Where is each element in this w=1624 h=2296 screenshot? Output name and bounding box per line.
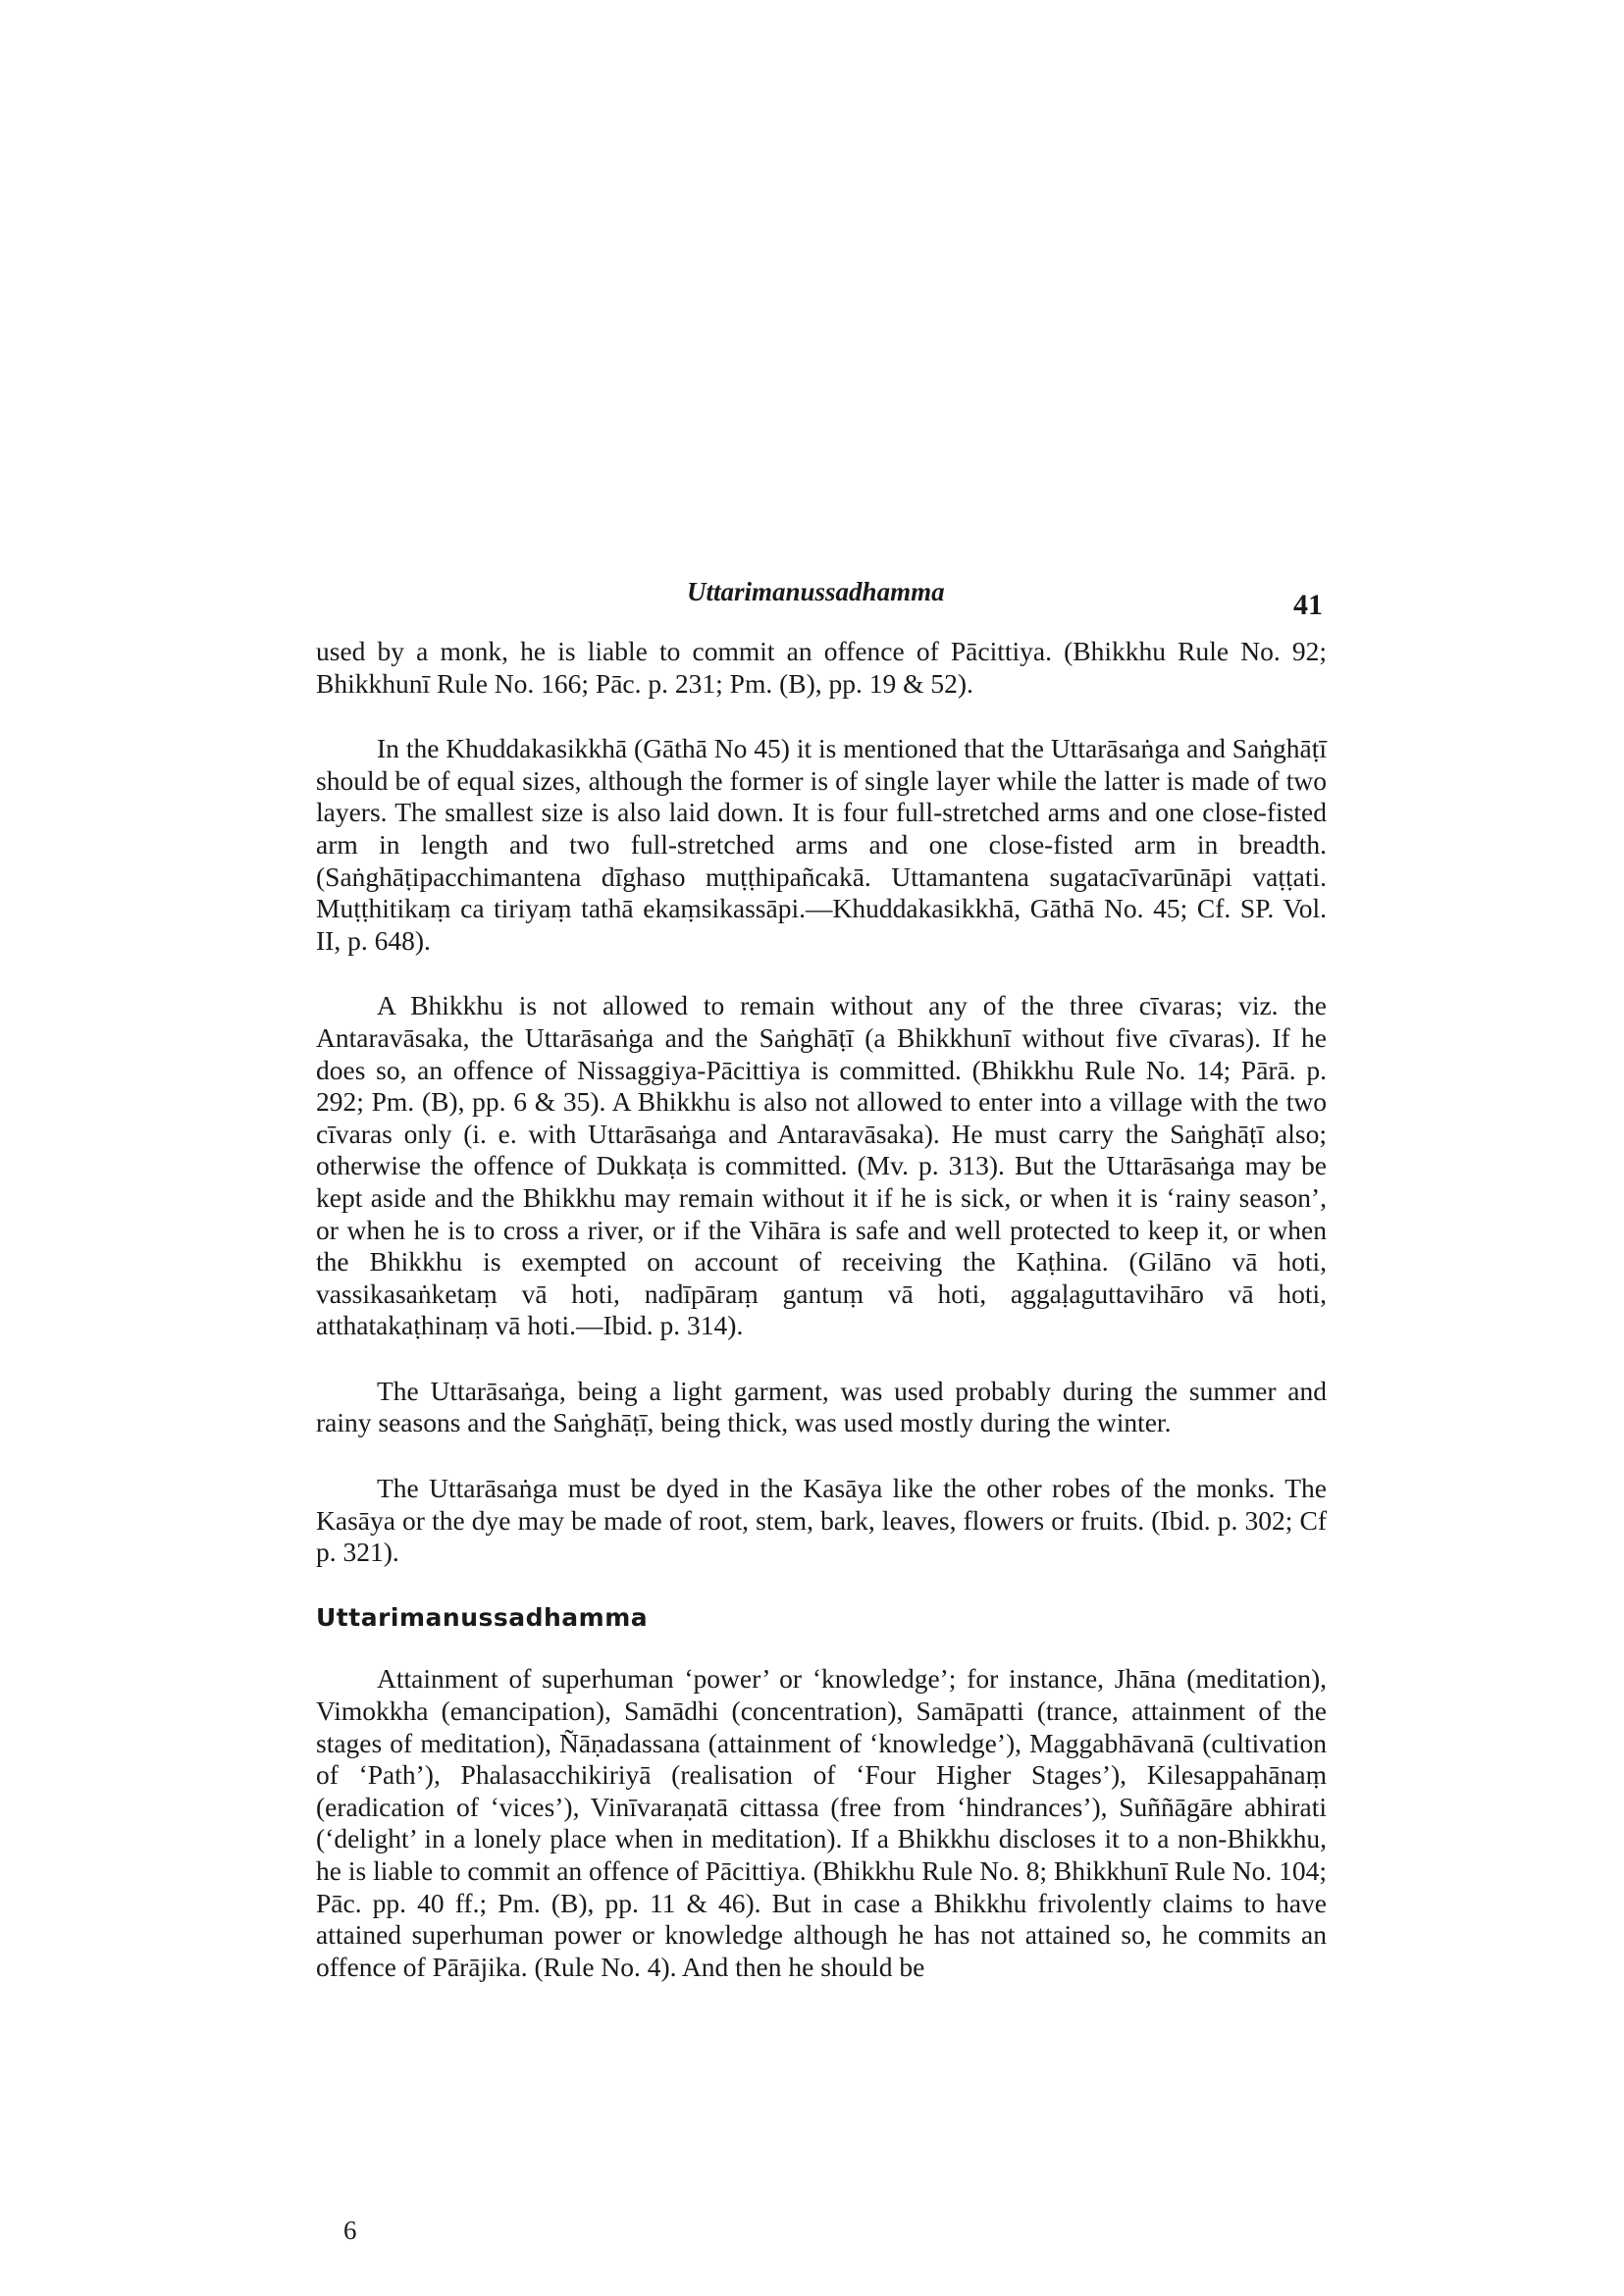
signature-mark: 6 bbox=[343, 2216, 357, 2245]
page-number: 41 bbox=[1293, 589, 1323, 621]
section-heading: Uttarimanussadhamma bbox=[316, 1602, 649, 1632]
paragraph-three-civaras: A Bhikkhu is not allowed to remain without any of the three cīvaras; viz. the Antaravāsaka, the Uttarāsaṅga and the Saṅghāṭī (a Bhikkhunī without five cīvaras). If he does so, an offence of Nissaggiya-Pācittiya is committed. (Bhikkhu Rule No. 14; Pārā. p. 292; Pm. (B), pp. 6 & 35). A Bhikkhu is also not allowed to enter into a village with the two cīvaras only (i. e. with Uttarāsaṅga and Antaravāsaka). He must carry the Saṅghāṭī also; otherwise the offence of Dukkaṭa is committed. (Mv. p. 313). But the Uttarāsaṅga may be kept aside and the Bhikkhu may remain without it if he is sick, or when it is ‘rainy season’, or when he is to cross a river, or if the Vihāra is safe and well protected to keep it, or when the Bhikkhu is exempted on account of receiving the Kaṭhina. (Gilāno vā hoti, vassikasaṅketaṃ vā hoti, nadīpāraṃ gantuṃ vā hoti, aggaḷaguttavihāro vā hoti, atthatakaṭhinaṃ vā hoti.—Ibid. p. 314). bbox=[316, 990, 1327, 1341]
body-text bbox=[316, 636, 1327, 2016]
paragraph-continuation: used by a monk, he is liable to commit an offence of Pācittiya. (Bhikkhu Rule No. 92; Bhikkhunī Rule No. 166; Pāc. p. 231; Pm. (B), pp. 19 & 52). bbox=[316, 636, 1327, 699]
paragraph-khuddakasikkha: In the Khuddakasikkhā (Gāthā No 45) it is mentioned that the Uttarāsaṅga and Saṅghāṭī should be of equal sizes, although the former is of single layer while the latter is made of two layers. The smallest size is also laid down. It is four full-stretched arms and one close-fisted arm in length and two full-stretched arms and one close-fisted arm in breadth. (Saṅghāṭipacchimantena dīghaso muṭṭhipañcakā. Uttamantena sugatacīvarūnāpi vaṭṭati. Muṭṭhitikaṃ ca tiriyaṃ tathā ekaṃsikassāpi.—Khuddakasikkhā, Gāthā No. 45; Cf. SP. Vol. II, p. 648). bbox=[316, 733, 1327, 956]
paragraph-attainment: Attainment of superhuman ‘power’ or ‘knowledge’; for instance, Jhāna (meditation), Vimokkha (emancipation), Samādhi (concentration), Samāpatti (trance, attainment of the stages of meditation), Ñāṇadassana (attainment of ‘knowledge’), Maggabhāvanā (cultivation of ‘Path’), Phalasacchikiriyā (realisation of ‘Four Higher Stages’), Kilesappahānaṃ (eradication of ‘vices’), Vinīvaraṇatā cittassa (free from ‘hindrances’), Suññāgāre abhirati (‘delight’ in a lonely place when in meditation). If a Bhikkhu discloses it to a non-Bhikkhu, he is liable to commit an offence of Pācittiya. (Bhikkhu Rule No. 8; Bhikkhunī Rule No. 104; Pāc. pp. 40 ff.; Pm. (B), pp. 11 & 46). But in case a Bhikkhu frivolently claims to have attained superhuman power or knowledge although he has not attained so, he commits an offence of Pārājika. (Rule No. 4). And then he should be bbox=[316, 1663, 1327, 1982]
paragraph-dye: The Uttarāsaṅga must be dyed in the Kasāya like the other robes of the monks. The Kasāya or the dye may be made of root, stem, bark, leaves, flowers or fruits. (Ibid. p. 302; Cf p. 321). bbox=[316, 1473, 1327, 1568]
running-title: Uttarimanussadhamma bbox=[687, 577, 945, 606]
paragraph-light-garment: The Uttarāsaṅga, being a light garment, was used probably during the summer and rainy seasons and the Saṅghāṭī, being thick, was used mostly during the winter. bbox=[316, 1375, 1327, 1438]
